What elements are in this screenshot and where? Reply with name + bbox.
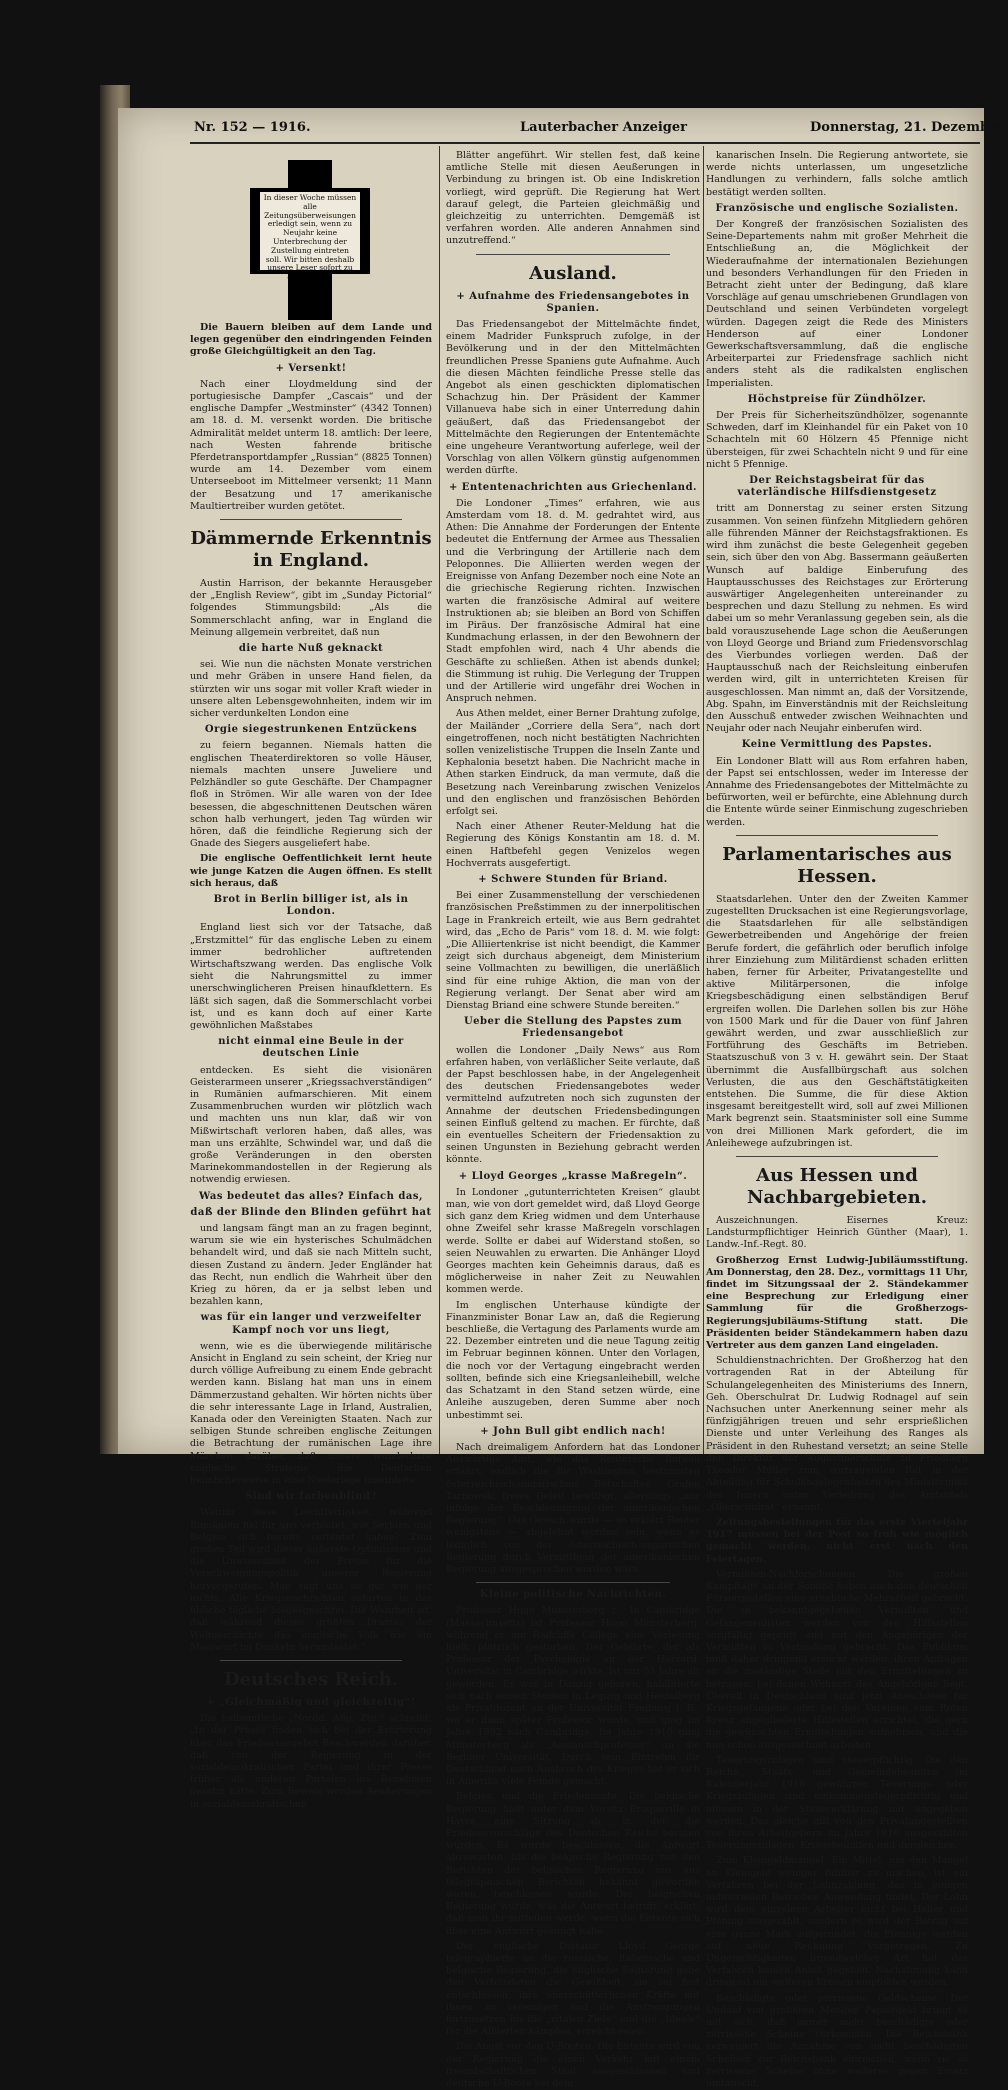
article-text: Der Kongreß der französischen Sozialisten des Seine-Departements nahm mit großer Mehrheit die Entschließung an, die Möglichkeit der Wiederaufnahme der internationalen Beziehungen und besonders Verhandlungen für den Frieden in Betracht zieht unter der Bedingung, daß klare Vorschläge auf genau umschriebenen Grundlagen von Deutschland und seinen Verbündeten vorgelegt würden. Dagegen zeigt die Rede des Ministers Henderson auf einer Londoner Gewerkschaftsversammlung, daß die englische Arbeiterpartei zur Friedensfrage sachlich nicht anders steht als die radikalsten englischen Imperialisten. bbox=[706, 219, 968, 389]
article-text: Blätter angeführt. Wir stellen fest, daß keine amtliche Stelle mit diesen Aeußerungen in Verbindung zu bringen ist. Ob eine Indiskretion vorliegt, wird geprüft. Die Regierung hat Wert darauf gelegt, die Parteien gleichmäßig und gleichzeitig zu unterrichten. Demgemäß ist verfahren worden. Alle anderen Annahmen sind unzutreffend.“ bbox=[446, 150, 700, 247]
article-text: Die halbamtliche „Nordd. Allg. Ztg.“ schreibt: „In der Presse finden sich bei der Erörterung über das Friedensangebot Beschwerden darüber, daß von der Regierung in der sozialdemokratischen Partei und ihrer Presse früher als anderen Parteien ins Benehmen gesetzt hätte. Zum Beweis werden Aeußerungen in sozialdemokratischen bbox=[190, 1713, 432, 1810]
divider bbox=[220, 1660, 402, 1661]
article-heading: + Ententenachrichten aus Griechenland. bbox=[448, 481, 698, 493]
section-title: Parlamentarisches aus Hessen. bbox=[722, 843, 952, 887]
article-text: England liest sich vor der Tatsache, daß „Erstzmittel“ für das englische Leben zu einem immer bedrohlicher auftretenden Wirtschaftszwang werden. Das englische Volk sieht die Nahrungsmittel zu immer unerschwinglicheren Preisen hinaufklettern. Es läßt sich sagen, daß die Sommerschlacht vorbei ist, und es kann doch auf einer Karte gewöhnlichen Maßstabes bbox=[190, 922, 432, 1031]
column-2 bbox=[446, 150, 700, 2090]
divider bbox=[736, 835, 938, 836]
article-text: Nach einer Lloydmeldung sind der portugiesische Dampfer „Cascais“ und der englische Dampfer „Westminster“ (4342 Tonnen) am 18. d. M. versenkt worden. Die britische Admiralität meldet unterm 18. amtlich: Der leere, nach Westen fahrende britische Pferdetransportdampfer „Russian“ (8825 Tonnen) wurde am 14. Dezember vom einem Unterseeboot im Mittelmeer versenkt; 11 Mann der Besatzung und 17 amerikanische Maultiertreiber wurden getötet. bbox=[190, 378, 432, 512]
article-text: Im englischen Unterhause kündigte der Finanzminister Bonar Law an, daß die Regierung beschließe, die Vertagung des Parlaments wurde am 22. Dezember eintreten und die neue Tagung zeitig im Februar beginnen können. Unter den Vorlagen, die noch vor der Vertagung eingebracht werden sollten, befinde sich eine Kriegsanleihebill, welche das Schatzamt in den Stand setzen würde, eine Anleihe auszugeben, deren Summe aber noch unbestimmt sei. bbox=[446, 1299, 700, 1421]
column-1 bbox=[190, 150, 432, 1810]
column-3 bbox=[706, 150, 968, 2090]
article-heading: Französische und englische Sozialisten. bbox=[715, 202, 959, 214]
newspaper-title: Lauterbacher Anzeiger bbox=[520, 120, 688, 135]
ad-frame bbox=[250, 188, 370, 274]
article-text: Großherzog Ernst Ludwig-Jubiläumsstiftung. Am Donnerstag, den 28. Dez., vormittags 11 Uhr, findet im Sitzungssaal der 2. Ständekammer eine Besprechung zur Erledigung einer Sammlung für die Großherzogs-Regierungsjubiläums-Stiftung statt. Die Präsidenten beider Ständekammern haben dazu Vertreter aus dem ganzen Land eingeladen. bbox=[706, 1254, 968, 1352]
article-heading: + Schwere Stunden für Briand. bbox=[478, 873, 668, 885]
article-text: Beschädigte oder zerrissene Geldscheine. Der Umlauf von größeren Mengen Papiergeld bringt es mit sich, daß immer mehr beschädigte oder zerrissene Scheine vorkommen. Die Reichsbank verweigert die Annahme von nicht beschädigten Scheinen zur Reichsbank einreichen, wenn sie so zerrissene Scheine ohne weiteres gegen Ersatz umtauscht. bbox=[706, 1992, 968, 2090]
article-text: Der Preis für Sicherheitszündhölzer, sogenannte Schweden, darf im Kleinhandel für ein Paket von 10 Schachteln mit 60 Hölzern 45 Pfennige nicht übersteigen, für zwei Schachteln nicht 9 und für eine nicht 5 Pfennige. bbox=[706, 410, 968, 470]
article-text: Nach dreimaligem Anfordern hat das Londoner Auswärtige Amt, wie das Reutersche Bureau erfährt, endlich die für Washington bestimmten österreichisch-ungarischen Botschafter Grafen Tarnowski freies Geleit bewilligt, allerdings „nur infolge der Beschleunigung der amerikanischen Regierung“. Das Gesuch wurde — so erklärt Reuter wenigstens — abgelehnt worden sein, wenn es lediglich von der österreichisch-ungarischen Regierung durch Vermittlung der amerikanischen Regierung ausgesprochen worden wäre. bbox=[446, 1441, 700, 1575]
column-rule bbox=[439, 146, 440, 1454]
section-heading: Kleine politische Nachrichten. bbox=[479, 1589, 667, 1601]
article-text: Warum diese Leichtfertigkeit, während Rumänien fiel für uns verblutet, wie Serbien und Belgien sich bereits verblutet haben? Zum großen Teil wird dieser äußerste Optimismus und die Unwissenheit der Presse für die Verschweigungspolitik unserer Regierung hervorgerufen. Man sagt uns so gut wie gar nichts. Alle Kriegsnachrichten entarten in das übliche tägliche Siegesgeschrei. Die Wahrheit ist, daß während dieses größten Dramas der Weltgeschichte das englische Volk wie ein Maulwurf im Dunkeln herumtastet.“ bbox=[190, 1507, 432, 1653]
article-text: tritt am Donnerstag zu seiner ersten Sitzung zusammen. Von seinen fünfzehn Mitgliedern gehören alle führenden Männer der Reichstagsfraktionen. Es wird ihm zunächst die beste Gelegenheit gegeben sein, sich über den von Abg. Bassermann geäußerten Wunsch auf baldige Einberufung des Hauptausschusses des Reichstages zur Erörterung auswärtiger Angelegenheiten untereinander zu besprechen und dazu Stellung zu nehmen. Es wird dabei um so mehr Veranlassung gegeben sein, als die bald vorauszusehende Lage schon die Aeußerungen von Lloyd George und Briand zum Friedensvorschlag des Vierbundes vorliegen werden. Daß der Hauptausschuß nach der Reichsleitung einberufen werden wird, gilt in unterrichteten Kreisen für ausgeschlossen. Man nimmt an, daß der Vorsitzende, Abg. Spahn, im Einverständnis mit der Reichsleitung den Ausschuß entweder zwischen Weihnachten und Neujahr oder nach Neujahr einberufen wird. bbox=[706, 503, 968, 735]
article-text: und langsam fängt man an zu fragen beginnt, warum sie wie ein hysterisches Schulmädchen behandelt wird, und daß sie nach Mitteln sucht, diesen Zustand zu ändern. Jeder Engländer hat das Recht, nun endlich die Wahrheit über den Krieg zu hören, da er ja selbst leben und bezahlen kann, bbox=[190, 1223, 432, 1308]
section-title: Deutsches Reich. bbox=[223, 1668, 399, 1690]
article-headline: Dämmernde Erkenntnis in England. bbox=[190, 528, 432, 572]
article-text: zu feiern begannen. Niemals hatten die englischen Theaterdirektoren so volle Häuser, niemals machten unsere Juweliere und Pelzhändler so gute Geschäfte. Der Champagner floß in Strömen. Wir alle waren von der Idee besessen, die abgeschnittenen Deutschen wären schon halb verhungert, jeden Tag würden wir hören, daß die feindliche Regierung sich der Gnade des Siegers ausgeliefert habe. bbox=[190, 740, 432, 850]
ad-text: In dieser Woche müssen alle Zeitungsüberweisungen erledigt sein, wenn zu Neujahr keine Unterbrechung der Zustellung eintreten soll. Wir bitten deshalb unsere Leser sofort zu bbox=[260, 192, 360, 270]
article-heading: + „Gleichmäßig und gleichzeitig“! bbox=[206, 1696, 416, 1708]
article-text: Staatsdarlehen. Unter den der Zweiten Kammer zugestellten Drucksachen ist eine Regierungsvorlage, die Staatsdarlehen für alle selbständigen Gewerbetreibenden und Angehörige der freien Berufe fordert, die gefährlich oder beruflich infolge ihrer Einziehung zum Militärdienst schaden erlitten haben, ferner für Arbeiter, Privatangestellte und aktive Militärpersonen, die infolge Kriegsbeschädigung einen selbständigen Beruf ergreifen wollen. Die Darlehen sollen bis zur Höhe von 1500 Mark und für die Dauer von fünf Jahren gewährt werden, und zwar ausschließlich zur Fortführung des Geschäfts im Betrieben. Staatszuschuß von 3 v. H. gewährt sein. Der Staat übernimmt die Ausfallbürgschaft aus solchen Verlusten, die aus den Geschäftstätigkeiten entstehen. Die Summe, die für diese Aktion insgesamt bereitgestellt wird, soll auf zwei Millionen Mark begrenzt sein. Staatsminister soll eine Summe von drei Millionen Mark gefordert, die im Anleihewege aufzubringen ist. bbox=[706, 893, 968, 1149]
article-text: wenn, wie es die überwiegende militärische Ansicht in England zu sein scheint, der Krieg nur durch völlige Aufreibung zu einem Ende gebracht werden kann. Bislang hat man uns in einem Dämmerzustand gehalten. Wir hörten nichts über die sehr interessante Lage in Irland, Australien, Kanada oder den Vereinigten Staaten. Nach zur selbigen Stunde schreiben englische Zeitungen die Betrachtung der rumänischen Lage ihre Märchen darüber, daß unsere wunderbare englische Strategie die Deutschen heimlicherweise in eine Niederlage hineinleite. bbox=[190, 1340, 432, 1487]
column-rule bbox=[703, 146, 704, 1454]
article-heading: + Aufnahme des Friedensangebotes in Spanien. bbox=[456, 290, 690, 314]
article-text: Zum Kleingeldmangel. Ein Mittel, um den Mangel an Kleingeld weniger fühlbar zu machen, ist ein Verfahren bei der Lohnzahlung, das in einigen industriellen Betrieben Anwendung findet. Der Lohn wird dem einzelnen Arbeiter nicht bei Heller und Pfennig ausgezahlt, sondern es wird der Betrag auf eine ganze Mark aufgerundet, die Pfennige werden auf neue Rechnung vorgetragen. Zu Ungerechtigkeiten irgendwelcher Art hat das Verfahren keinen Anlaß gegeben. Nachahmung kann dringend um weiteren Kreisen empfohlen werden. bbox=[706, 1855, 968, 1989]
article-subhead: Orgie siegestrunkenen Entzückens bbox=[204, 724, 418, 736]
issue-date: Donnerstag, 21. Dezember. bbox=[810, 120, 1008, 135]
article-subhead: Brot in Berlin billiger ist, als in London. bbox=[213, 893, 409, 918]
article-text: Vermißten-Nachforschungen. Die großen Kampftage an der Somme haben auch den deutschen Fürsorgestellen eine erhebliche Mehrarbeit gebracht. Die so bekanntgegebenen Vermißten- und Gefangenenlisten werden von den Hilfsstellen sorgfältig geprüft und mit den Angehörigen der Vermißten in Verbindung gebracht. Das Publikum muß daher dringend ersucht werden, ihren Anfragen an die zuständige Stelle mit den Ermittelungen zu betrauen, bei denen Wohnort des Angehörigen liegt. Überall in Deutschland sind jetzt Ausschüsse für Kriegsgefangene oder bei den Vereinen vom Roten Kreuz angegliederte Hilfsstellen errichtet, die gern die gewünschten Ermittelungen aufnehmen, und die nun schon ausgezeichnet arbeiten. bbox=[706, 1568, 968, 1751]
article-heading: + John Bull gibt endlich nach! bbox=[480, 1425, 666, 1437]
article-text: Auszeichnungen. Eisernes Kreuz: Landsturmpflichtiger Heinrich Günther (Maar), 1. Landw.-Inf.-Regt. 80. bbox=[706, 1215, 968, 1251]
article-text: Die Londoner „Times“ erfahren, wie aus Amsterdam vom 18. d. M. gedrahtet wird, aus Athen: Die Annahme der Forderungen der Entente bedeutet die Entfernung der Armee aus Thessalien und die Verbringung der Artillerie nach dem Peloponnes. Die Alliierten werden wegen der Ereignisse von Anfang Dezember noch eine Note an die griechische Regierung richten. Inzwischen warten die französische Admiral auf weitere Instruktionen ab; sie bleiben an Bord von Schiffen im Piräus. Der französische Admiral hat eine Kundmachung erlassen, in der den Bewohnern der Stadt empfohlen wird, nach 4 Uhr abends die Geschäfte zu schließen. Athen ist abends dunkel; die Stimmung ist ruhig. Die Verlegung der Truppen und der Artillerie wird ungefähr drei Wochen in Anspruch nehmen. bbox=[446, 497, 700, 705]
article-subhead: Was bedeutet das alles? Einfach das, bbox=[199, 1190, 423, 1202]
article-text: Professor Hugo Münsterberg †. In Cambridge (Massachusetts) ist Professor Hugo Münsterberg, während er am Radcliffe College eine Vorlesung hielt, plötzlich gestorben. Der Gelehrte, der als Professor der Psychologie an der Harvard-Universität in Cambridge wirkte, ist nur 53 Jahre alt geworden. Er war in Danzig geboren, habilitierte sich nach seinen Studien in Leipzig und Heidelberg als Privatdozent an der Universität Freiburg i. B., wo er dann später Professor wurde, und ging im Jahre 1892 nach Cambridge. Im Jahre 1910 ging Münsterberg als „Austauschprofessor“ an die Berliner Universität. Durch sein Eintreten für Deutschland nach Ausbruch des Krieges hat er sich in Amerika viele Feinde gemacht. bbox=[446, 1605, 700, 1788]
article-text: Bei einer Zusammenstellung der verschiedenen französischen Preßstimmen zu der innerpolitischen Lage in Frankreich erteilt, wie aus Bern gedrahtet wird, das „Echo de Paris“ vom 18. d. M. wie folgt: „Die Alliiertenkrise ist nicht beendigt, die Kammer zeigt sich durchaus abgeneigt, dem Ministerium seine Vollmachten zu bewilligen, die unerläßlich sind für eine ruhige Aktion, die man von der Regierung verlangt. Der Senat aber wird am Dienstag Briand eine schwere Stunde bereiten.“ bbox=[446, 890, 700, 1011]
article-text: Aus Athen meldet, einer Berner Drahtung zufolge, der Mailänder „Corriere della Sera“, nach dort eingetroffenen, noch nicht bestätigten Nachrichten sollen venizelistische Truppen die Inseln Zante und Kephalonia besetzt haben. Die Nachricht mache in Athen starken Eindruck, da man vermute, daß die Besetzung nach Vereinbarung zwischen Venizelos und den englischen und französischen Behörden erfolgt sei. bbox=[446, 708, 700, 817]
article-heading: Der Reichstagsbeirat für das vaterländische Hilfsdienstgesetz bbox=[737, 475, 937, 499]
section-title: Ausland. bbox=[529, 262, 617, 284]
article-text: Belgien und die Friedensnote. Die belgische Regierung hielt unter dem Vorsitz Broqueville in Havre eine Sitzung ab, in der die Friedensvorschläge des Deutschen Reichs beraten wurden. Es wurde beschlossen, die Antwort abzuwarten, bis die belgische Regierung von den Berichten der belgischen Regierung nur aus telegraphischen Berichten bekannt geworden waren, beschlossen wurde. Der belgischen Regierung wurde, was die Antwort betrifft, erklärt, daß man ihr mitteilen werde, wenn die Entente sich über eine Antwort geeinigt habe. bbox=[446, 1791, 700, 1937]
issue-number: Nr. 152 — 1916. bbox=[194, 120, 311, 135]
article-subhead: nicht einmal eine Beule in der deutschen Linie bbox=[218, 1036, 404, 1060]
article-text: Die englische Oeffentlichkeit lernt heute wie junge Katzen die Augen öffnen. Es stellt sich heraus, daß bbox=[190, 853, 432, 889]
article-text: Austin Harrison, der bekannte Herausgeber der „English Review“, gibt im „Sunday Pictorial“ folgendes Stimmungsbild: „Als die Sommerschlacht anfing, war in England die Meinung allgemein verbreitet, daß nun bbox=[190, 578, 432, 638]
ad-post bbox=[288, 160, 332, 188]
article-text: sei. Wie nun die nächsten Monate verstrichen und mehr Gräben in unsere Hand fielen, da stürzten wir uns sogar mit voller Kraft wieder in unsere alten Lebensgewohnheiten, indem wir im sicher verdunkelten London eine bbox=[190, 659, 432, 720]
divider bbox=[476, 1582, 670, 1583]
divider bbox=[736, 1156, 938, 1157]
subscription-ad bbox=[250, 160, 370, 320]
article-text: Die Bauern bleiben auf dem Lande und legen gegenüber den eindringenden Feinden große Gleichgültigkeit an den Tag. bbox=[190, 322, 432, 358]
article-text: Der englische Diktator Lloyd George telegraphierte an die russische, italienische und belgische Regierung, die englische Regierung gebe den Verbündeten die Gewißheit, sie sei fest entschlossen, ihre unerschütterlichen Kräfte mit ihnen zu vereinigen und die Anstrengungen fortzusetzen bis die „vitalen Ziele“ und die „Ideale“ für die Alliierten kämpfen, erreicht seien. bbox=[446, 1940, 700, 2038]
article-subhead: die harte Nuß geknackt bbox=[238, 643, 384, 655]
article-text: Zeitungsbestellungen für das erste Vierteljahr 1917 müssen bei der Post so früh wie möglich gemacht werden, nicht erst nach den Feiertagen. bbox=[706, 1516, 968, 1565]
article-subhead: was für ein langer und verzweifelter Kampf noch vor uns liegt, bbox=[200, 1312, 422, 1336]
article-text: Die Angst vor den U-Booten. Die Entente wird von der Regierung die einen Verkehr mit einem freundschaftlichen Staat ausgeschlossen und deutsche U-Boote bei dem bbox=[446, 2041, 700, 2090]
article-text: wollen die Londoner „Daily News“ aus Rom erfahren haben, von verläßlicher Seite verlaute, daß der Papst beschlossen habe, in der Angelegenheit des deutschen Friedensangebotes weder vermittelnd aufzutreten noch sich zugunsten der Annahme der deutschen Friedensbedingungen seinen Einfluß geltend zu machen. Er fürchte, daß ein eventuelles Scheitern der Friedensaktion zu seinen Ungunsten in Beziehung gebracht werden könnte. bbox=[446, 1044, 700, 1166]
masthead-rule bbox=[190, 142, 980, 144]
article-heading: + Lloyd Georges „krasse Maßregeln“. bbox=[458, 1170, 688, 1182]
article-heading: Keine Vermittlung des Papstes. bbox=[741, 739, 933, 751]
article-text: Schuldienstnachrichten. Der Großherzog hat den vortragenden Rat in der Abteilung für Schulangelegenheiten des Ministeriums des Innern, Geh. Oberschulrat Dr. Ludwig Rodnagel auf sein Nachsuchen unter Anerkennung seiner mehr als fünfzigjährigen treuen und sehr ersprießlichen Dienste und unter Verleihung des Ranges als Präsident in den Ruhestand versetzt; an seine Stelle den Direktor der Augustinerschule zu Friedberg Theodor Müller zum vortragenden Rat in der Abteilung für Schulangelegenheiten des Ministeriums des Innern unter Verleihung des Amtstitels „Oberschulrat“ ernannt. bbox=[706, 1355, 968, 1513]
section-title: Aus Hessen und Nachbargebieten. bbox=[747, 1165, 927, 1209]
article-subhead: Sind wir farbenblind? bbox=[245, 1491, 377, 1503]
article-text: Das Friedensangebot der Mittelmächte findet, einem Madrider Funkspruch zufolge, in der Bevölkerung und in der den Mittelmächten freundlichen Presse Spaniens gute Aufnahme. Auch die diesen Mächten feindliche Presse stelle das Angebot als einen geschickten diplomatischen Schachzug hin. Der Präsident der Kammer Villanueva habe sich in einer Unterredung dahin geäußert, daß das Friedensangebot der Mittelmächte den Regierungen der Ententemächte eine ungeheure Verantwortung auferlege, weil der Vorschlag von allen Völkern günstig aufgenommen werden dürfte. bbox=[446, 319, 700, 477]
ad-post bbox=[288, 274, 332, 320]
article-heading: + Versenkt! bbox=[275, 362, 347, 374]
article-text: Ein Londoner Blatt will aus Rom erfahren haben, der Papst sei entschlossen, weder im Interesse der Annahme des Friedensangebotes der Mittelmächte zu befürworten, weil er befürchte, eine Ablehnung durch die Entente würde seiner Einmischung zugeschrieben werden. bbox=[706, 755, 968, 828]
divider bbox=[220, 519, 402, 520]
divider bbox=[476, 254, 670, 255]
article-text: entdecken. Es sieht die visionären Geisterarmeen unserer „Kriegssachverständigen“ in Rumänien aufmarschieren. Mit einem Zusammenbruchen wurden wir plötzlich wach und machten uns nun klar, daß wir von Mißwirtschaft verloren haben, daß alles, was man uns erzählte, Schwindel war, und daß die große Veränderungen in den obersten Marinekommandostellen in der Regierung als notwendig erwiesen. bbox=[190, 1064, 432, 1186]
article-text: In Londoner „gutunterrichteten Kreisen“ glaubt man, wie von dort gemeldet wird, daß Lloyd George sich ganz dem Krieg widmen und dem Unterhause ohne Zweifel sehr krasse Maßregeln vorschlagen werde. Sollte er dabei auf Widerstand stoßen, so seien Neuwahlen zu erwarten. Die Anhänger Lloyd Georges machten kein Geheimnis daraus, daß es möglicherweise in naher Zeit zu Neuwahlen kommen werde. bbox=[446, 1186, 700, 1296]
article-heading: Höchstpreise für Zündhölzer. bbox=[747, 393, 927, 405]
article-heading: Ueber die Stellung des Papstes zum Friedensangebot bbox=[463, 1016, 683, 1040]
article-text: kanarischen Inseln. Die Regierung antwortete, sie werde nichts unterlassen, um ungesetzliche Handlungen zu verhindern, falls solche amtlich bestätigt werden sollten. bbox=[706, 150, 968, 198]
article-text: Nach einer Athener Reuter-Meldung hat die Regierung des Königs Konstantin am 18. d. M. einen Haftbefehl gegen Venizelos wegen Hochverrats ausgefertigt. bbox=[446, 821, 700, 869]
article-text: Teuerungszulagen sind steuerpflichtig. Die den Reichs-, Staats- und Gemeindebeamten im Kalenderjahr 1916 gewährten Teuerungs- oder Kriegszulagen sind einkommensteuerpflichtig und müssen in der Steuererklärung mit angegeben werden. Das gleiche gilt von den Privatangestellten von ihren Arbeitgebern im Jahre 1916 ausgezahlten Teuerungszulagen, Kriegsbeihilfen und dergleichen. bbox=[706, 1754, 968, 1852]
article-subhead: daß der Blinde den Blinden geführt hat bbox=[190, 1206, 432, 1218]
